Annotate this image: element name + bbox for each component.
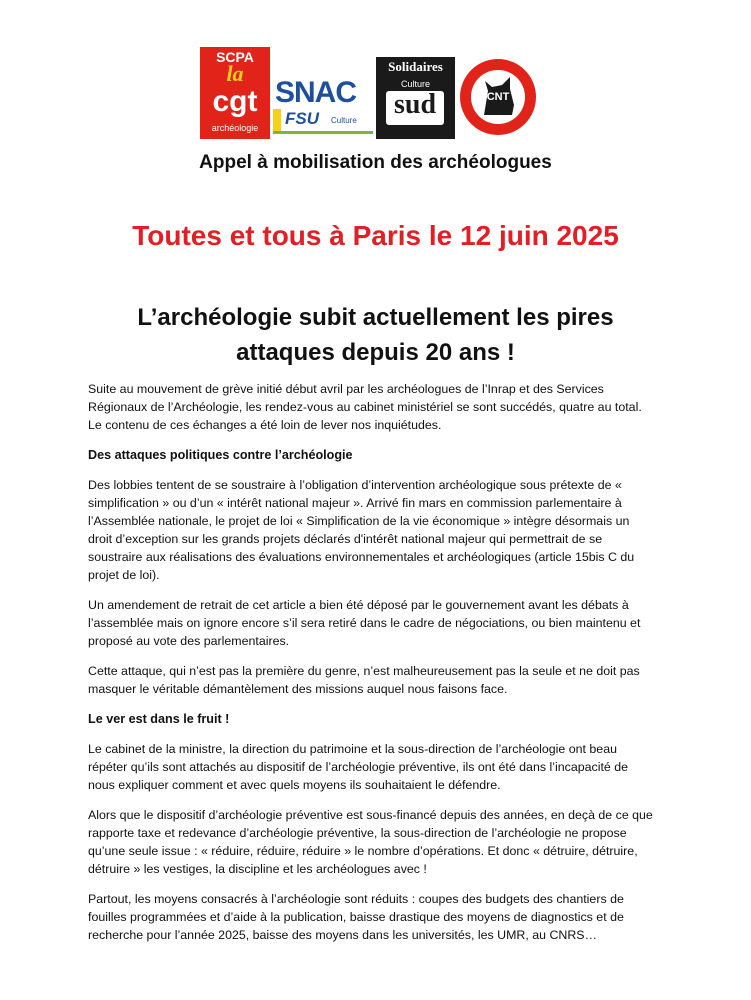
fsu-logo-text: FSU [285, 109, 319, 128]
cgt-logo-text-2: la [226, 61, 244, 86]
paris-headline: Toutes et tous à Paris le 12 juin 2025 [132, 220, 619, 251]
paragraph-4: Cette attaque, qui n’est pas la première du genre, n’est malheureusement pas la seule et ne doit pas masquer le véritable démantèlement des missions auquel nous faisons face. [88, 664, 640, 696]
main-headline-line-1: L’archéologie subit actuellement les pires [137, 304, 614, 331]
cgt-logo-text-1: SCPA [216, 49, 254, 65]
cnt-logo [458, 57, 538, 137]
snac-fsu-logo [273, 76, 373, 136]
sud-text: sud [393, 89, 437, 120]
paragraph-3: Un amendement de retrait de cet article a bien été déposé par le gouvernement avant les débats à l’assemblée mais on ignore encore s’il sera retiré dans le cadre de négociations, ou bien maintenu et proposé au vote des parlementaires. [88, 598, 641, 648]
paragraph-1: Suite au mouvement de grève initié début avril par les archéologues de l’Inrap et des Services Régionaux de l’Archéologie, les rendez-vous au cabinet ministériel se sont succédés, quatre au total. Le contenu de ces échanges a été loin de lever nos inquiétudes. [88, 382, 642, 432]
appeal-title: Appel à mobilisation des archéologues [199, 152, 552, 173]
paragraph-5: Le cabinet de la ministre, la direction du patrimoine et la sous-direction de l’archéologie ont beau répéter qu’ils sont attachés au dispositif de l’archéologie préventive, ils ont été dans l’incapacité de nous expliquer comment et avec quels moyens ils souhaitaient le défendre. [88, 742, 629, 792]
cgt-logo [200, 47, 270, 139]
snac-green-bar [273, 131, 373, 134]
union-logos [200, 47, 545, 143]
solidaires-sud-logo [376, 57, 455, 139]
main-headline [0, 300, 751, 370]
sud-culture-text: Culture [400, 79, 430, 89]
cnt-logo-text: CNT [486, 91, 510, 103]
solidaires-text: Solidaires [388, 59, 443, 74]
main-headline-line-2: attaques depuis 20 ans ! [236, 339, 515, 366]
cgt-logo-text-4: archéologie [211, 123, 259, 133]
section-heading-2: Le ver est dans le fruit ! [88, 712, 230, 726]
cgt-logo-text-3: cgt [212, 85, 258, 118]
paragraph-6: Alors que le dispositif d’archéologie préventive est sous-financé depuis des années, en deçà de ce que rapporte taxe et redevance d’archéologie préventive, la sous-direction de l’archéologie ne propose qu’une seule issue : « réduire, réduire, réduire » le nombre d’opérations. Et donc « détruire, détruire, détruire » les vestiges, la discipline et les archéologues avec ! [88, 808, 653, 876]
section-heading-1: Des attaques politiques contre l’archéologie [88, 448, 353, 462]
snac-logo-text: SNAC [275, 76, 357, 109]
snac-culture-text: Culture [331, 116, 357, 125]
paragraph-2: Des lobbies tentent de se soustraire à l’obligation d’intervention archéologique sous prétexte de « simplification » ou d’un « intérêt national majeur ». Arrivé fin mars en commission parlementaire à l’Assemblée nationale, le projet de loi « Simplification de la vie économique » intègre désormais un droit d’exception sur les grands projets déclarés d'intérêt national majeur qui permettrait de se soustraire aux réalisations des évaluations environnementales et archéologiques (article 15bis C du projet de loi). [88, 478, 635, 582]
paragraph-7: Partout, les moyens consacrés à l’archéologie sont réduits : coupes des budgets des chantiers de fouilles programmées et d’aide à la publication, baisse drastique des moyens de diagnostics et de recherche pour l’année 2025, baisse des moyens dans les universités, les UMR, au CNRS… [88, 892, 624, 942]
document-body [88, 380, 656, 956]
snac-stripe [273, 109, 281, 133]
